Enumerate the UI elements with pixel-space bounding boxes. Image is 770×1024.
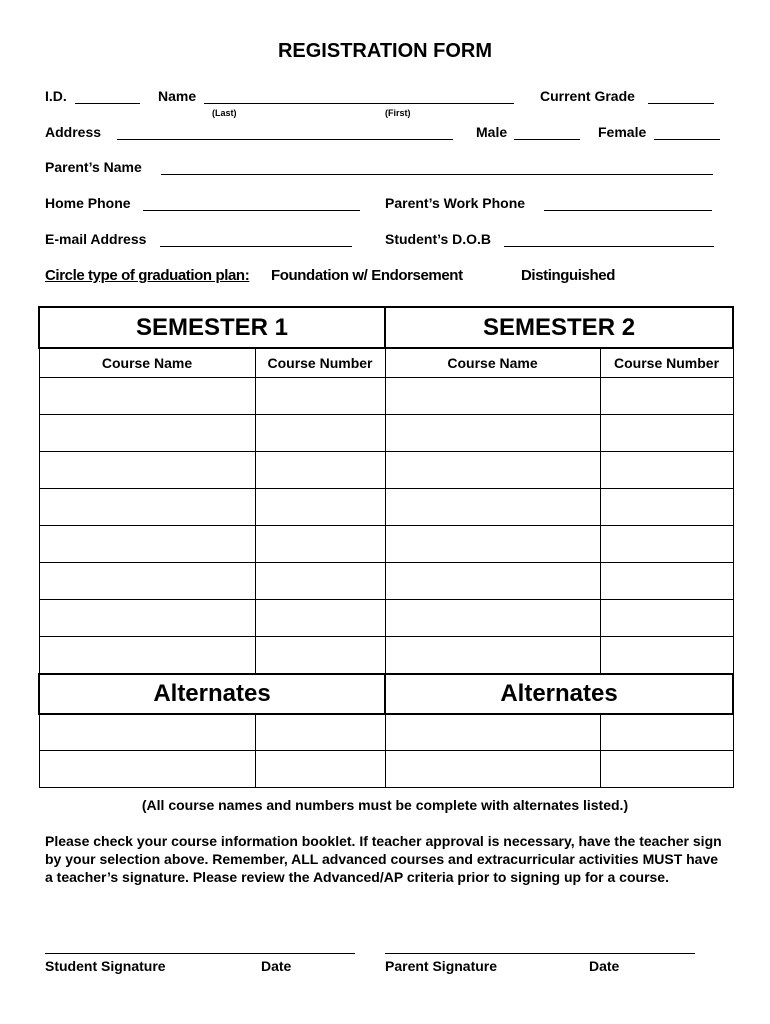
course-cell[interactable] [39,489,255,526]
address-field[interactable] [117,139,453,140]
course-cell[interactable] [255,600,385,637]
alternate-cell[interactable] [600,714,733,751]
grade-label: Current Grade [540,88,635,104]
alternate-cell[interactable] [255,751,385,788]
home-phone-label: Home Phone [45,195,131,211]
id-label: I.D. [45,88,67,104]
male-label: Male [476,124,508,140]
course-cell[interactable] [255,526,385,563]
address-label: Address [45,124,102,140]
parent-work-phone-field[interactable] [544,210,712,211]
course-row [39,600,733,637]
course-cell[interactable] [385,637,600,674]
student-signature-line[interactable] [45,953,355,954]
alternate-cell[interactable] [600,751,733,788]
course-cell[interactable] [39,526,255,563]
parent-date-label: Date [589,958,620,974]
dob-label: Student’s D.O.B [385,231,492,247]
grade-field[interactable] [648,103,714,104]
course-cell[interactable] [39,378,255,415]
sem1-course-number-header: Course Number [255,348,385,378]
male-field[interactable] [514,139,580,140]
course-row [39,415,733,452]
course-row [39,489,733,526]
course-cell[interactable] [600,452,733,489]
page-title: REGISTRATION FORM [277,40,493,62]
alternate-cell[interactable] [39,714,255,751]
first-sublabel: (First) [385,108,411,118]
alternate-cell[interactable] [385,714,600,751]
student-date-label: Date [261,958,292,974]
course-cell[interactable] [600,637,733,674]
semester-2-header: SEMESTER 2 [385,307,733,348]
sem2-course-number-header: Course Number [600,348,733,378]
course-cell[interactable] [385,563,600,600]
course-cell[interactable] [255,563,385,600]
course-row [39,452,733,489]
email-label: E-mail Address [45,231,147,247]
course-cell[interactable] [600,378,733,415]
id-field[interactable] [75,103,140,104]
student-signature-label: Student Signature [45,958,166,974]
alternate-cell[interactable] [255,714,385,751]
parent-work-phone-label: Parent’s Work Phone [385,195,526,211]
female-field[interactable] [654,139,720,140]
alternate-cell[interactable] [39,751,255,788]
course-cell[interactable] [385,452,600,489]
grad-plan-option-foundation[interactable]: Foundation w/ Endorsement [271,267,463,284]
alternate-cell[interactable] [385,751,600,788]
course-row [39,378,733,415]
course-cell[interactable] [39,637,255,674]
email-field[interactable] [160,246,352,247]
course-cell[interactable] [600,563,733,600]
last-sublabel: (Last) [212,108,237,118]
course-row [39,526,733,563]
course-cell[interactable] [385,526,600,563]
completion-note: (All course names and numbers must be complete with alternates listed.) [141,797,629,813]
home-phone-field[interactable] [143,210,360,211]
course-cell[interactable] [39,563,255,600]
sem2-course-name-header: Course Name [385,348,600,378]
parent-name-field[interactable] [161,174,713,175]
dob-field[interactable] [504,246,714,247]
course-cell[interactable] [385,415,600,452]
course-cell[interactable] [255,378,385,415]
female-label: Female [598,124,647,140]
course-cell[interactable] [39,415,255,452]
parent-signature-label: Parent Signature [385,958,498,974]
course-cell[interactable] [600,415,733,452]
course-row [39,637,733,674]
course-cell[interactable] [600,526,733,563]
semester-1-header: SEMESTER 1 [39,307,385,348]
course-cell[interactable] [255,637,385,674]
grad-plan-option-distinguished[interactable]: Distinguished [521,267,615,284]
instructions-text: Please check your course information booklet. If teacher approval is necessary, have the teacher sign by your selection above. Remember, ALL advanced courses and extracurricular activities MUST have a teacher’s signature. Please review the Advanced/AP criteria prior to signing up for a course. [45,833,722,885]
parent-name-label: Parent’s Name [45,159,142,175]
course-cell[interactable] [600,600,733,637]
name-field[interactable] [204,103,514,104]
parent-signature-line[interactable] [385,953,695,954]
course-cell[interactable] [385,489,600,526]
course-cell[interactable] [385,600,600,637]
course-row [39,563,733,600]
sem1-course-name-header: Course Name [39,348,255,378]
name-label: Name [158,88,197,104]
course-cell[interactable] [600,489,733,526]
alternates-1-header: Alternates [39,674,385,714]
grad-plan-label: Circle type of graduation plan: [45,267,250,284]
alternate-row [39,751,733,788]
alternates-2-header: Alternates [385,674,733,714]
course-table [38,306,734,788]
course-cell[interactable] [255,452,385,489]
course-cell[interactable] [255,489,385,526]
course-cell[interactable] [385,378,600,415]
alternate-row [39,714,733,751]
course-cell[interactable] [39,452,255,489]
course-cell[interactable] [255,415,385,452]
course-cell[interactable] [39,600,255,637]
